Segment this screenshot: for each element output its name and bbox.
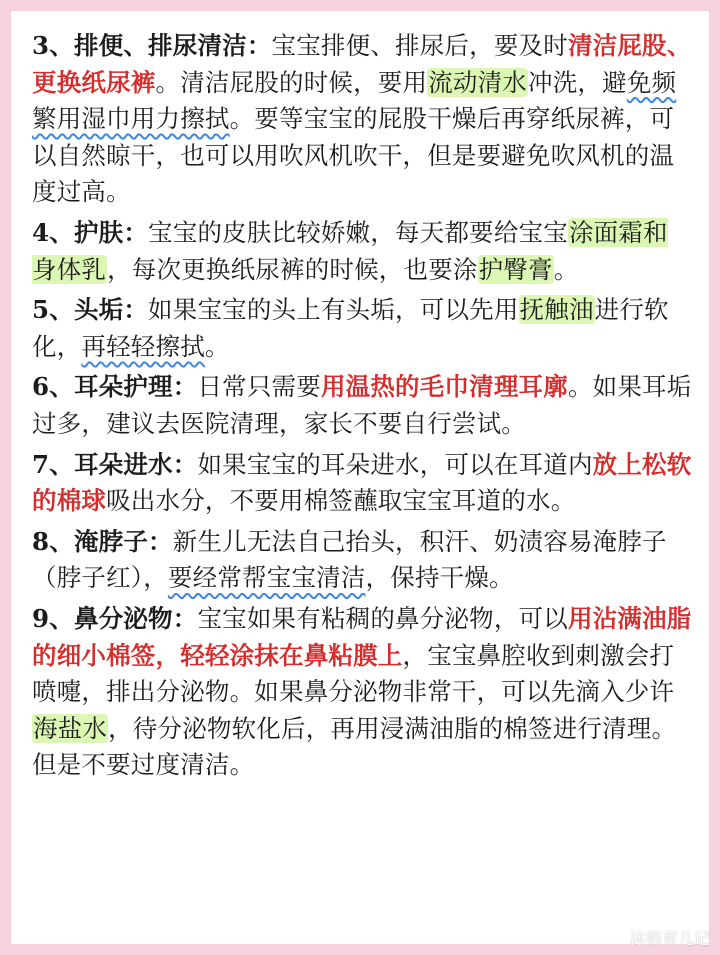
tip-text: 。	[204, 331, 230, 361]
tip-text: 冲洗，避	[528, 67, 627, 97]
red-emphasis: 用温热的毛巾清理耳廓	[320, 372, 568, 402]
green-highlight: 抚触油	[519, 295, 594, 325]
red-emphasis: 用沾满油脂的细小棉签，轻轻涂抹在鼻粘膜上	[32, 603, 692, 670]
tip-text: 吸出水分，不要用棉签蘸取宝宝耳道的水。	[106, 486, 576, 516]
tip-heading: 5、头垢：	[32, 295, 149, 325]
green-highlight: 护臀膏	[478, 254, 553, 284]
tip-heading: 6、耳朵护理：	[32, 372, 198, 402]
tip-text: 宝宝排便、排尿后，要及时	[271, 31, 568, 60]
wavy-underline-text: 要经常帮宝宝清洁	[167, 563, 366, 593]
green-highlight: 涂面霜和身体乳	[32, 217, 668, 284]
tip-item-4	[32, 215, 692, 288]
tip-text: ，保持干燥。	[365, 563, 514, 593]
tip-text: 日常只需要	[197, 372, 321, 402]
tip-heading: 8、淹脖子：	[32, 526, 173, 556]
content-card	[11, 11, 709, 944]
tip-text: ，每次更换纸尿裤的时候，也要涂	[107, 254, 478, 284]
tip-text: 。如果耳垢过多，建议去医院清理，家长不要自行尝试。	[32, 372, 692, 438]
red-emphasis: 清洁屁股、更换纸尿裤	[32, 31, 692, 97]
tip-heading: 4、护肤：	[32, 217, 149, 247]
tip-text: 如果宝宝的耳朵进水，可以在耳道内	[197, 449, 593, 479]
tip-heading: 3、排便、排尿清洁：	[32, 31, 272, 60]
green-highlight: 海盐水	[33, 713, 108, 743]
tip-text: 新生儿无法自己抬头，积汗、奶渍容易淹脖子（脖子红），	[32, 526, 667, 593]
wavy-underline-text: 免频繁用湿巾用力擦拭	[32, 67, 677, 134]
tip-heading: 7、耳朵进水：	[32, 449, 198, 479]
tip-item-9	[32, 601, 692, 784]
tip-item-7	[32, 447, 692, 520]
tip-text: 。要等宝宝的屁股干燥后再穿纸尿裤，可以自然晾干，也可以用吹风机吹干，但是要避免吹风机的温度过高。	[32, 104, 675, 207]
tip-text: 宝宝如果有粘稠的鼻分泌物，可以	[197, 603, 568, 633]
tip-text: 。清洁屁股的时候，要用	[155, 67, 428, 97]
red-emphasis: 放上松软的棉球	[32, 449, 692, 516]
tip-text: 宝宝的皮肤比较娇嫩，每天都要给宝宝	[148, 217, 568, 247]
tip-item-8	[32, 524, 692, 597]
care-tips-list	[32, 28, 692, 784]
tip-text: ，宝宝鼻腔收到刺激会打喷嚏，排出分泌物。如果鼻分泌物非常干，可以先滴入少许	[32, 640, 675, 707]
green-highlight: 流动清水	[428, 67, 528, 97]
tip-item-3	[32, 28, 692, 211]
tip-text: ，待分泌物软化后，再用浸满油脂的棉签进行清理。但是不要过度清洁。	[32, 713, 677, 780]
tip-item-5	[32, 292, 692, 365]
tip-text: 进行软化，	[32, 295, 669, 361]
tip-item-6	[32, 369, 692, 442]
watermark: 沐妈育儿记	[629, 929, 710, 948]
wavy-underline-text: 再轻轻擦拭	[81, 331, 205, 361]
tip-text: 如果宝宝的头上有头垢，可以先用	[148, 295, 519, 325]
tip-text: 。	[553, 254, 579, 284]
tip-heading: 9、鼻分泌物：	[32, 603, 198, 633]
